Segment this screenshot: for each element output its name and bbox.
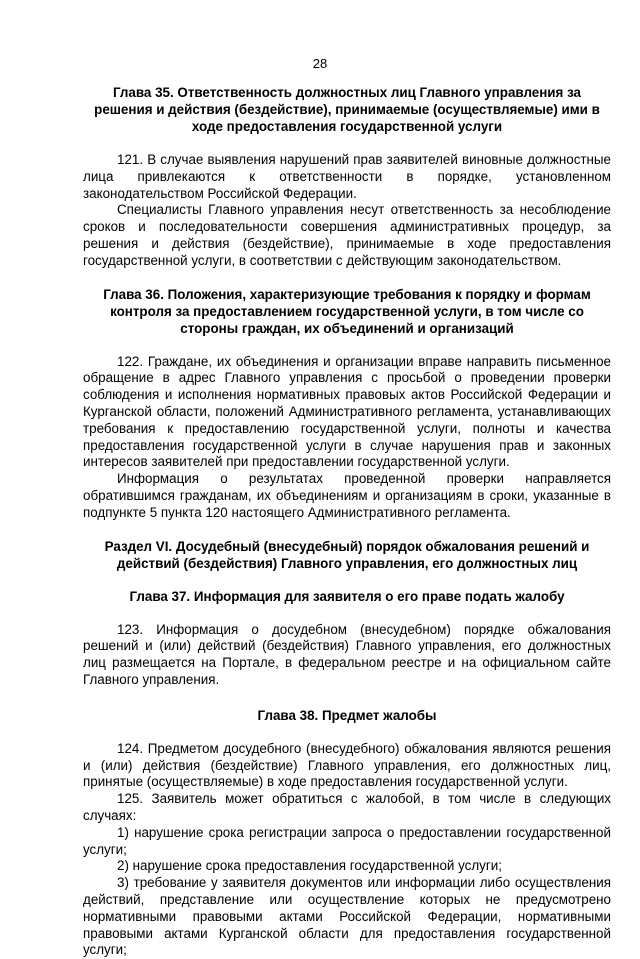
paragraph-125: 125. Заявитель может обратиться с жалобой, в том числе в следующих случаях: [83,791,611,823]
chapter-35-heading: Глава 35. Ответственность должностных лиц Главного управления за решения и действия (бездействие), принимаемые (осуществляемые) ими в ходе предоставления государственной услуги [94,85,600,134]
paragraph-122: 122. Граждане, их объединения и организации вправе направить письменное обращение в адрес Главного управления с просьбой о проведении проверки соблюдения и исполнения нормативных правовых актов Российской Федерации и Курганской области, положений Административного регламента, устанавливающих требования к предоставлению государственной услуги, полноты и качества предоставления государственной услуги в случае нарушения прав и законных интересов заявителей при предоставлении государственной услуги. [83,353,611,470]
list-item-1: 1) нарушение срока регистрации запроса о предоставлении государственной услуги; [83,824,611,857]
list-item-2: 2) нарушение срока предоставления государственной услуги; [117,858,502,874]
chapter-36-heading: Глава 36. Положения, характеризующие требования к порядку и формам контроля за предоставлением государственной услуги, в том числе со стороны граждан, их объединений и организаций [103,286,591,336]
paragraph-123: 123. Информация о досудебном (внесудебном) порядке обжалования решений и (или) действий (бездействия) Главного управления, его должностных лиц размещается на Портале, в федеральном реестре и на официальном сайте Главного управления. [83,621,611,687]
section-6-heading: Раздел VI. Досудебный (внесудебный) порядок обжалования решений и действий (бездействия) Главного управления, его должностных лиц [104,538,590,571]
page-number: 28 [312,56,328,71]
list-item-3: 3) требование у заявителя документов или информации либо осуществления действий, представление или осуществление которых не предусмотрено нормативными правовыми актами Российской Федерации, нормативными правовыми актами Курганской области для предоставления государственной услуги; [83,875,611,958]
paragraph-121: 121. В случае выявления нарушений прав заявителей виновные должностные лица привлекаются к ответственности в порядке, установленном законодательством Российской Федерации. [83,152,611,201]
paragraph-inspection-results: Информация о результатах проведенной проверки направляется обратившимся гражданам, их объединениям и организациям в сроки, указанные в подпункте 5 пункта 120 настоящего Административного регламента. [83,471,611,520]
chapter-37-heading: Глава 37. Информация для заявителя о его праве подать жалобу [129,588,565,604]
paragraph-specialists: Специалисты Главного управления несут ответственность за несоблюдение сроков и последовательности совершения административных процедур, за решения и действия (бездействие), принимаемые в ходе предоставления государственной услуги, в соответствии с действующим законодательством. [83,202,611,268]
page-content [83,84,611,959]
chapter-38-heading: Глава 38. Предмет жалобы [257,707,437,723]
paragraph-124: 124. Предметом досудебного (внесудебного) обжалования являются решения и (или) действия (бездействие) Главного управления, его должностных лиц, принятые (осуществляемые) в ходе предоставления государственной услуги. [83,740,611,790]
